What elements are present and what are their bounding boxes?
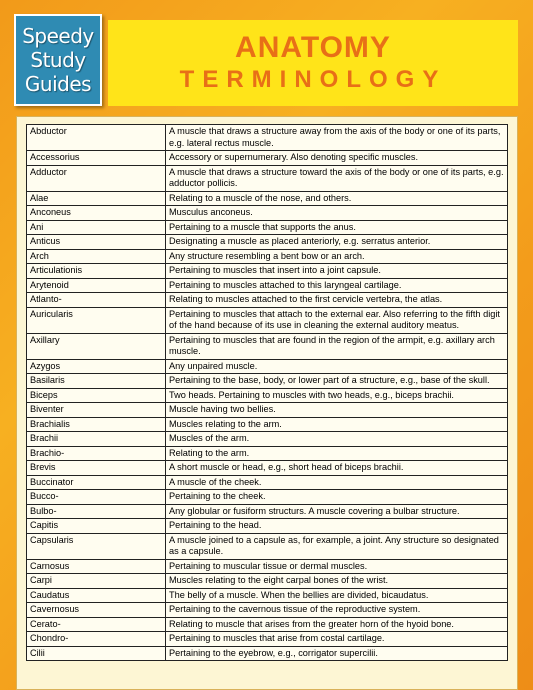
table-row bbox=[27, 617, 508, 632]
definition-cell: Muscle having two bellies. bbox=[166, 403, 508, 418]
table-row bbox=[27, 432, 508, 447]
term-cell: Ani bbox=[27, 220, 166, 235]
glossary-table bbox=[26, 124, 508, 661]
definition-cell: Any globular or fusiform structurs. A muscle covering a bulbar structure. bbox=[166, 504, 508, 519]
definition-cell: Muscles relating to the eight carpal bones of the wrist. bbox=[166, 574, 508, 589]
term-cell: Anconeus bbox=[27, 206, 166, 221]
table-row bbox=[27, 151, 508, 166]
term-cell: Brachii bbox=[27, 432, 166, 447]
table-row bbox=[27, 504, 508, 519]
definition-cell: Muscles of the arm. bbox=[166, 432, 508, 447]
term-cell: Cerato- bbox=[27, 617, 166, 632]
definition-cell: A short muscle or head, e.g., short head of biceps brachii. bbox=[166, 461, 508, 476]
table-row bbox=[27, 165, 508, 191]
definition-cell: Any structure resembling a bent bow or an arch. bbox=[166, 249, 508, 264]
table-row bbox=[27, 603, 508, 618]
table-row bbox=[27, 264, 508, 279]
definition-cell: Pertaining to the base, body, or lower part of a structure, e.g., base of the skull. bbox=[166, 374, 508, 389]
definition-cell: Musculus anconeus. bbox=[166, 206, 508, 221]
term-cell: Cavernosus bbox=[27, 603, 166, 618]
definition-cell: Pertaining to muscular tissue or dermal muscles. bbox=[166, 559, 508, 574]
term-cell: Azygos bbox=[27, 359, 166, 374]
table-row bbox=[27, 293, 508, 308]
definition-cell: Pertaining to the cavernous tissue of the reproductive system. bbox=[166, 603, 508, 618]
definition-cell: Accessory or supernumerary. Also denoting specific muscles. bbox=[166, 151, 508, 166]
speedy-study-guides-logo bbox=[14, 14, 102, 106]
logo-line-3: Guides bbox=[24, 72, 92, 96]
table-row bbox=[27, 125, 508, 151]
term-cell: Arytenoid bbox=[27, 278, 166, 293]
term-cell: Brevis bbox=[27, 461, 166, 476]
table-row bbox=[27, 519, 508, 534]
term-cell: Atlanto- bbox=[27, 293, 166, 308]
table-row bbox=[27, 446, 508, 461]
definition-cell: Pertaining to muscles that are found in the region of the armpit, e.g. axillary arch muscle. bbox=[166, 333, 508, 359]
definition-cell: Any unpaired muscle. bbox=[166, 359, 508, 374]
definition-cell: Pertaining to muscles attached to this laryngeal cartilage. bbox=[166, 278, 508, 293]
term-cell: Arch bbox=[27, 249, 166, 264]
table-row bbox=[27, 533, 508, 559]
table-row bbox=[27, 206, 508, 221]
table-row bbox=[27, 475, 508, 490]
table-row bbox=[27, 490, 508, 505]
term-cell: Biventer bbox=[27, 403, 166, 418]
term-cell: Auricularis bbox=[27, 307, 166, 333]
table-row bbox=[27, 461, 508, 476]
table-row bbox=[27, 374, 508, 389]
term-cell: Articulationis bbox=[27, 264, 166, 279]
table-row bbox=[27, 278, 508, 293]
table-row bbox=[27, 574, 508, 589]
definition-cell: Pertaining to the head. bbox=[166, 519, 508, 534]
definition-cell: A muscle that draws a structure toward the axis of the body or one of its parts, e.g. adductor pollicis. bbox=[166, 165, 508, 191]
definition-cell: Pertaining to muscles that insert into a joint capsule. bbox=[166, 264, 508, 279]
term-cell: Alae bbox=[27, 191, 166, 206]
glossary-body bbox=[27, 125, 508, 661]
title-banner bbox=[108, 20, 518, 106]
table-row bbox=[27, 403, 508, 418]
table-row bbox=[27, 646, 508, 661]
term-cell: Carpi bbox=[27, 574, 166, 589]
term-cell: Bulbo- bbox=[27, 504, 166, 519]
definition-cell: Relating to muscle that arises from the greater horn of the hyoid bone. bbox=[166, 617, 508, 632]
term-cell: Basilaris bbox=[27, 374, 166, 389]
definition-cell: Pertaining to muscles that attach to the external ear. Also referring to the fifth digit of the hand because of its use in cleaning the external auditory meatus. bbox=[166, 307, 508, 333]
page-title: ANATOMY bbox=[235, 31, 391, 64]
definition-cell: Muscles relating to the arm. bbox=[166, 417, 508, 432]
table-row bbox=[27, 220, 508, 235]
term-cell: Chondro- bbox=[27, 632, 166, 647]
term-cell: Carnosus bbox=[27, 559, 166, 574]
definition-cell: Pertaining to muscles that arise from costal cartilage. bbox=[166, 632, 508, 647]
term-cell: Buccinator bbox=[27, 475, 166, 490]
term-cell: Cilii bbox=[27, 646, 166, 661]
table-row bbox=[27, 333, 508, 359]
definition-cell: A muscle of the cheek. bbox=[166, 475, 508, 490]
term-cell: Brachialis bbox=[27, 417, 166, 432]
definition-cell: Pertaining to the eyebrow, e.g., corrigator supercilii. bbox=[166, 646, 508, 661]
table-row bbox=[27, 235, 508, 250]
table-row bbox=[27, 388, 508, 403]
definition-cell: Designating a muscle as placed anteriorly, e.g. serratus anterior. bbox=[166, 235, 508, 250]
definition-cell: Two heads. Pertaining to muscles with two heads, e.g., biceps brachii. bbox=[166, 388, 508, 403]
definition-cell: Relating to a muscle of the nose, and others. bbox=[166, 191, 508, 206]
term-cell: Capsularis bbox=[27, 533, 166, 559]
term-cell: Accessorius bbox=[27, 151, 166, 166]
term-cell: Capitis bbox=[27, 519, 166, 534]
term-cell: Caudatus bbox=[27, 588, 166, 603]
definition-cell: Relating to muscles attached to the first cervicle vertebra, the atlas. bbox=[166, 293, 508, 308]
glossary-panel bbox=[16, 116, 518, 690]
definition-cell: Pertaining to a muscle that supports the anus. bbox=[166, 220, 508, 235]
table-row bbox=[27, 559, 508, 574]
definition-cell: The belly of a muscle. When the bellies are divided, bicaudatus. bbox=[166, 588, 508, 603]
definition-cell: Pertaining to the cheek. bbox=[166, 490, 508, 505]
term-cell: Anticus bbox=[27, 235, 166, 250]
logo-line-2: Study bbox=[30, 48, 86, 72]
definition-cell: A muscle that draws a structure away from the axis of the body or one of its parts, e.g. lateral rectus muscle. bbox=[166, 125, 508, 151]
table-row bbox=[27, 359, 508, 374]
term-cell: Bucco- bbox=[27, 490, 166, 505]
term-cell: Biceps bbox=[27, 388, 166, 403]
page-subtitle: TERMINOLOGY bbox=[179, 66, 447, 93]
table-row bbox=[27, 588, 508, 603]
table-row bbox=[27, 191, 508, 206]
term-cell: Axillary bbox=[27, 333, 166, 359]
term-cell: Adductor bbox=[27, 165, 166, 191]
logo-line-1: Speedy bbox=[22, 24, 94, 48]
definition-cell: Relating to the arm. bbox=[166, 446, 508, 461]
term-cell: Abductor bbox=[27, 125, 166, 151]
table-row bbox=[27, 632, 508, 647]
term-cell: Brachio- bbox=[27, 446, 166, 461]
definition-cell: A muscle joined to a capsule as, for example, a joint. Any structure so designated as a capsule. bbox=[166, 533, 508, 559]
table-row bbox=[27, 417, 508, 432]
table-row bbox=[27, 307, 508, 333]
table-row bbox=[27, 249, 508, 264]
